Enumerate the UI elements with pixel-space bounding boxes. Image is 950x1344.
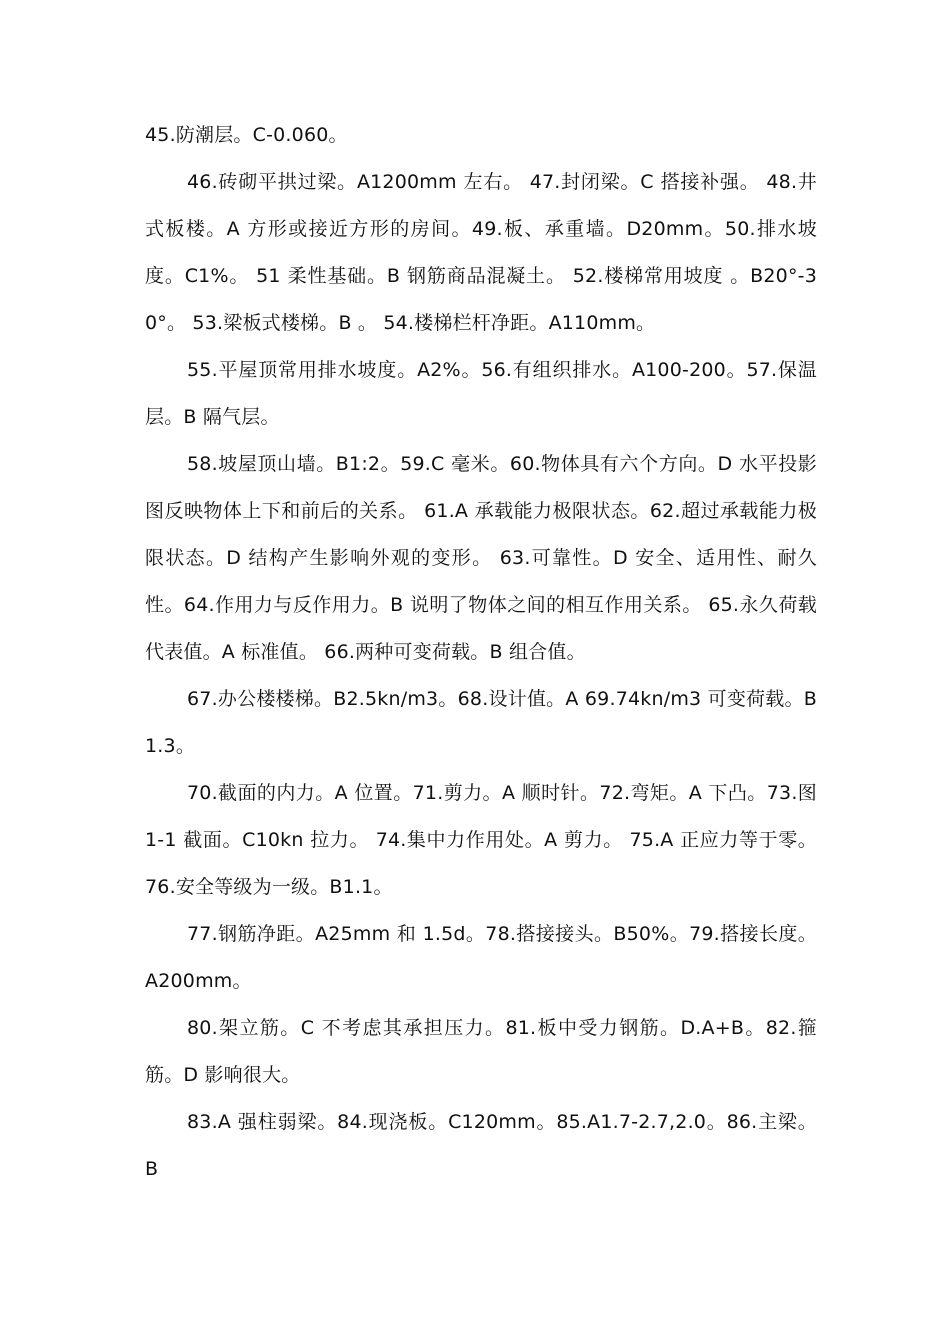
paragraph-77-79: 77.钢筋净距。A25mm 和 1.5d。78.搭接接头。B50%。79.搭接长度。A200mm。 — [145, 923, 817, 992]
document-body — [145, 112, 817, 1193]
paragraph-83-86: 83.A 强柱弱梁。84.现浇板。C120mm。85.A1.7-2.7,2.0。86.主梁。B — [145, 1111, 817, 1180]
paragraph-46-54: 46.砖砌平拱过梁。A1200mm 左右。 47.封闭梁。C 搭接补强。 48.井式板楼。A 方形或接近方形的房间。49.板、承重墙。D20mm。50.排水坡度。C1%。 51 柔性基础。B 钢筋商品混凝土。 52.楼梯常用坡度 。B20°-30°。 53.梁板式楼梯。B 。 54.楼梯栏杆净距。A110mm。 — [145, 171, 817, 334]
paragraph-58-66: 58.坡屋顶山墙。B1:2。59.C 毫米。60.物体具有六个方向。D 水平投影图反映物体上下和前后的关系。 61.A 承载能力极限状态。62.超过承载能力极限状态。D 结构产生影响外观的变形。 63.可靠性。D 安全、适用性、耐久性。64.作用力与反作用力。B 说明了物体之间的相互作用关系。 65.永久荷载代表值。A 标准值。 66.两种可变荷载。B 组合值。 — [145, 453, 817, 663]
paragraph-67-69: 67.办公楼楼梯。B2.5kn/m3。68.设计值。A 69.74kn/m3 可变荷载。B1.3。 — [145, 688, 817, 757]
paragraph-80-82: 80.架立筋。C 不考虑其承担压力。81.板中受力钢筋。D.A+B。82.箍筋。D 影响很大。 — [145, 1017, 817, 1086]
paragraph-55-57: 55.平屋顶常用排水坡度。A2%。56.有组织排水。A100-200。57.保温层。B 隔气层。 — [145, 359, 817, 428]
paragraph-45: 45.防潮层。C-0.060。 — [145, 124, 348, 146]
paragraph-70-76: 70.截面的内力。A 位置。71.剪力。A 顺时针。72.弯矩。A 下凸。73.图 1-1 截面。C10kn 拉力。 74.集中力作用处。A 剪力。 75.A 正应力等于零。 76.安全等级为一级。B1.1。 — [145, 782, 817, 898]
